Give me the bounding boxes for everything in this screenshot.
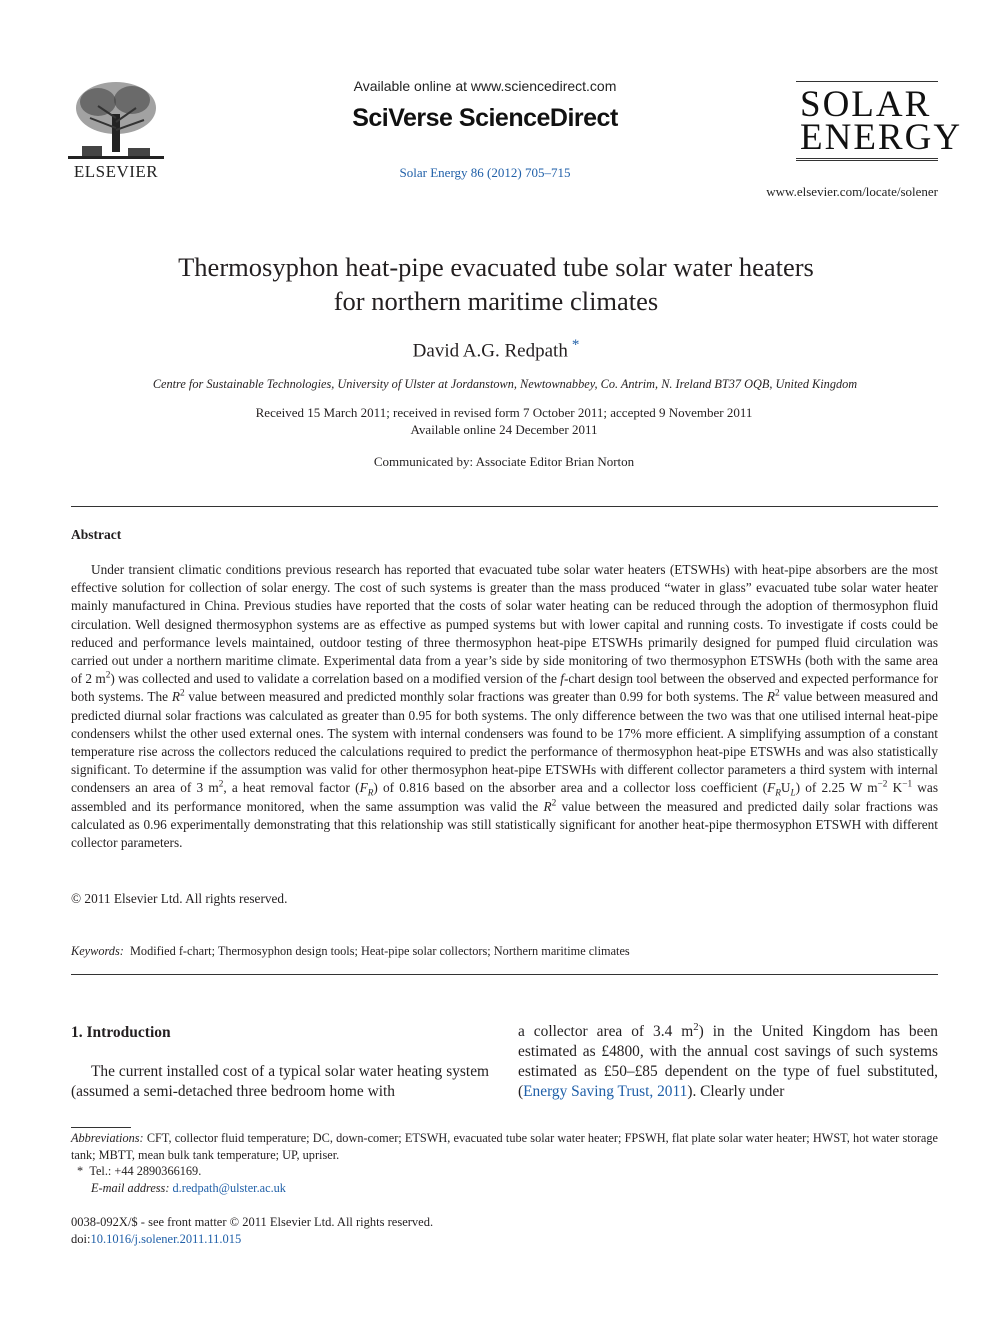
article-title-line2: for northern maritime climates [333, 286, 659, 316]
abstract-heading: Abstract [71, 527, 122, 542]
telephone-text: Tel.: +44 2890366169. [89, 1164, 202, 1178]
abstract-copyright: © 2011 Elsevier Ltd. All rights reserved. [71, 891, 288, 906]
corresponding-author-mark[interactable]: * [571, 337, 580, 353]
email-label: E-mail address: [91, 1180, 170, 1195]
available-online-text: Available online at www.sciencedirect.com [353, 78, 617, 94]
journal-url[interactable]: www.elsevier.com/locate/solener [766, 184, 938, 199]
issn-block [71, 1214, 433, 1248]
front-matter-line: 0038-092X/$ - see front matter © 2011 Elsevier Ltd. All rights reserved. [71, 1215, 434, 1229]
footnote-rule [71, 1127, 131, 1128]
article-title [100, 250, 892, 318]
telephone-mark: * [77, 1164, 84, 1178]
author-affiliation: Centre for Sustainable Technologies, University of Ulster at Jordanstown, Newtownabbey, Co. Antrim, N. Ireland BT37 OQB, United Kingdom [152, 377, 858, 391]
sciverse-sciencedirect-logo[interactable]: SciVerse ScienceDirect [352, 104, 618, 132]
introduction-left-column [71, 1062, 489, 1102]
abbreviations-text: CFT, collector fluid temperature; DC, down-comer; ETSWH, evacuated tube solar water heater; FPSWH, flat plate solar water heater; HWST, hot water storage tank; MBTT, mean bulk tank temperature; UP, upriser. [71, 1131, 938, 1162]
doi-line [71, 1231, 433, 1248]
communicated-by: Communicated by: Associate Editor Brian Norton [373, 454, 635, 469]
article-history [100, 404, 908, 438]
journal-title-line2: ENERGY [800, 117, 963, 158]
author-name: David A.G. Redpath [412, 340, 568, 362]
elsevier-tree-icon [68, 78, 164, 160]
journal-title-line1: SOLAR [800, 84, 932, 125]
divider-bottom [71, 974, 938, 975]
available-online-date: Available online 24 December 2011 [410, 422, 598, 437]
journal-logo-bottom-rule [796, 158, 938, 165]
article-title-line1: Thermosyphon heat-pipe evacuated tube solar water heaters [178, 252, 814, 282]
introduction-heading: 1. Introduction [71, 1024, 171, 1041]
elsevier-wordmark: ELSEVIER [73, 162, 159, 181]
introduction-right-column: a collector area of 3.4 $m^2$) in the United Kingdom has been estimated as £4800, with the annual cost savings of such systems estimated as £50–£85 dependent on the type of fuel substituted, (Energy Saving Trust, 2011). Clearly under [518, 1020, 938, 1100]
abstract-body: Under transient climatic conditions previous research has reported that evacuated tube solar water heaters (ETSWHs) with heat-pipe absorbers are the most effective solution for collection of solar energy. The cost of such systems is greater than the mass produced “water in glass” evacuated tube solar water heater mainly manufactured in China. Previous studies have reported that the costs of solar water heating can be reduced through the adoption of thermosyphon fluid circulation. Well designed thermosyphon systems are as effective as pumped systems but with lower capital and running costs. To investigate if costs could be reduced and performance levels maintained, outdoor testing of three thermosyphon heat-pipe ETSWHs primarily designed for pumped fluid circulation was carried out under a northern maritime climate. Experimental data from a year’s side by side monitoring of two thermosyphon ETSWHs (both with the same area of 2 $m^2$) was collected and used to validate a correlation based on a modified version of the f-chart design tool between the observed and expected performance for both systems. The $R^2$ value between measured and predicted monthly solar fractions was greater than 0.99 for both systems. The $R^2$ value between measured and predicted diurnal solar fractions was calculated as greater than 0.95 for both systems. The only difference between the two was that one utilised internal heat-pipe condensers whilst the other used external ones. The system with internal condensers was found to be 17% more efficient. A simplifying assumption of a constant temperature rise across the collectors reduced the calculations required to predict the performance of thermosyphon heat-pipe ETSWHs and was also statistically significant. To determine if the assumption was valid for other thermosyphon heat-pipe ETSWHs with different collector parameters a third system with internal condensers an area of 3 $m^2$, a heat removal factor $(F_R)$ of 0.816 based on the absorber area and a collector loss coefficient $(F_RU_L)$ of 2.25 W $m^{-2}$ $K^{-1}$ was assembled and its performance monitored, when the same assumption was valid the $R^2$ value between the measured and predicted daily solar fractions was calculated as 0.96 experimentally demonstrating that this relationship was still statistically significant for another heat-pipe thermosyphon ETSWH with different collector parameters. [71, 562, 939, 851]
received-dates: Received 15 March 2011; received in revised form 7 October 2011; accepted 9 November 2011 [255, 405, 753, 420]
telephone-footnote [71, 1163, 938, 1180]
divider-top [71, 506, 938, 507]
keywords-label: Keywords: [71, 944, 124, 958]
keywords [71, 944, 938, 959]
keywords-text: Modified f-chart; Thermosyphon design tools; Heat-pipe solar collectors; Northern maritime climates [129, 944, 630, 958]
introduction-paragraph-start: The current installed cost of a typical solar water heating system (assumed a semi-detached three bedroom home with [71, 1063, 489, 1100]
introduction-right-tail: ). Clearly under [687, 1083, 785, 1100]
reference-link-energy-saving-trust[interactable]: Energy Saving Trust, 2011 [523, 1083, 688, 1100]
abbreviations-label: Abbreviations: [71, 1131, 144, 1145]
journal-title [796, 82, 963, 158]
abbreviations-footnote [71, 1130, 938, 1163]
elsevier-logo [68, 78, 164, 182]
email-footnote [71, 1180, 938, 1197]
doi-prefix: doi: [71, 1232, 91, 1246]
footnotes [71, 1130, 938, 1196]
journal-citation-link[interactable]: Solar Energy 86 (2012) 705–715 [399, 165, 571, 180]
doi-link[interactable]: 10.1016/j.solener.2011.11.015 [90, 1232, 242, 1246]
author-line [100, 337, 892, 362]
journal-logo [796, 81, 963, 165]
email-link[interactable]: d.redpath@ulster.ac.uk [172, 1180, 286, 1195]
